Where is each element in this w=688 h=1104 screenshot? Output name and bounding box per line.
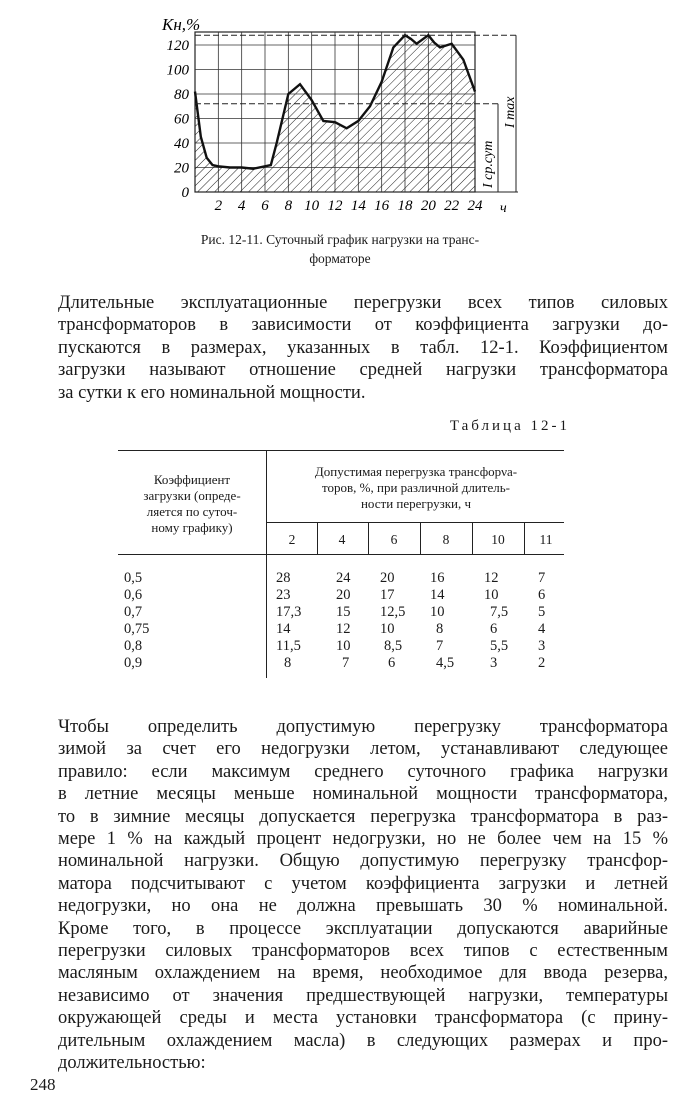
x-tick-label: 8: [284, 198, 293, 214]
col-header: 8: [442, 532, 450, 547]
cell: 10: [430, 604, 445, 620]
x-tick-label: 2: [214, 198, 223, 214]
caption-line-1: Рис. 12-11. Суточный график нагрузки на транс-: [200, 232, 480, 247]
cell: 7: [538, 570, 546, 586]
cell: 23: [276, 587, 291, 603]
x-tick-label: 22: [444, 198, 460, 214]
col-sep: [420, 522, 421, 554]
x-tick-label: 24: [467, 198, 483, 214]
col-header: 2: [288, 532, 296, 547]
cell: 28: [276, 570, 291, 586]
chart-svg: [150, 10, 530, 220]
cell-k: 0,5: [124, 570, 143, 586]
cell: 17,3: [276, 604, 302, 620]
para2-line: независимо от значения предшествующей нагрузки, температуры: [58, 985, 668, 1006]
header-left-line: Коэффициент: [153, 472, 231, 487]
cell: 10: [484, 587, 499, 603]
table-label: Таблица 12-1: [449, 418, 570, 434]
cell-k: 0,8: [124, 638, 143, 654]
cell: 12: [336, 621, 351, 637]
cell: 20: [336, 587, 351, 603]
para2-line: Чтобы определить допустимую перегрузку трансформатора: [58, 717, 668, 737]
y-axis-label: Kн,%: [162, 15, 201, 34]
cell: 7,5: [490, 604, 509, 620]
cell: 8: [284, 655, 292, 671]
cell: 14: [276, 621, 291, 637]
x-tick-label: 12: [327, 198, 343, 214]
col-sep: [472, 522, 473, 554]
x-tick-label: 18: [397, 198, 413, 214]
header-top-line: Допустимая перегрузка трансфорνа-: [314, 464, 518, 479]
table-row: [118, 655, 564, 672]
para2-line: дительным охлаждением масла) в следующих размерах и про-: [58, 1030, 668, 1051]
header-top-line: ности перегрузки, ч: [360, 496, 472, 511]
y-tick-label: 0: [181, 185, 189, 201]
para2-line: окружающей среды и места установки трансформатора (с прину-: [58, 1008, 668, 1029]
cell: 8,5: [384, 638, 403, 654]
cell: 7: [342, 655, 350, 671]
para1-line: трансформаторов в зависимости от коэффициента загрузки до-: [58, 315, 668, 336]
header-rule: [266, 522, 564, 523]
y-tick-label: 20: [174, 160, 189, 177]
cell: 6: [538, 587, 546, 603]
cell: 14: [430, 587, 445, 603]
table-row: [118, 604, 564, 621]
cell: 5,5: [490, 638, 509, 654]
cell: 5: [538, 604, 546, 620]
cell: 11,5: [276, 638, 301, 654]
table-row: [118, 621, 564, 638]
col-header: 11: [539, 532, 553, 547]
para1-line: загрузки называют отношение средней нагрузки трансформатора: [58, 360, 668, 381]
cell: 3: [538, 638, 546, 654]
para2-line: мере 1 % на каждый процент недогрузки, но не более чем на 15 %: [58, 829, 668, 850]
cell: 4: [538, 621, 546, 637]
header-top-line: торов, %, при различной длитель-: [322, 480, 510, 495]
cell: 6: [490, 621, 498, 637]
paragraph-1: [58, 292, 668, 404]
y-tick-label: 120: [166, 38, 189, 54]
header-left-line: ному графику): [151, 520, 233, 535]
cell: 6: [388, 655, 396, 671]
cell: 17: [380, 587, 395, 603]
header-overload: [268, 464, 564, 512]
col-header: 4: [338, 532, 346, 547]
paragraph-2: [58, 716, 668, 1075]
imax-label: I max: [503, 96, 518, 128]
isr-label: I ср.сут: [481, 140, 496, 188]
para2-line: зимой за счет его недогрузки летом, устанавливают следующее: [58, 739, 668, 760]
page-number: 248: [30, 1075, 56, 1094]
cell: 3: [490, 655, 498, 671]
cell: 10: [380, 621, 395, 637]
cell: 15: [336, 604, 351, 620]
cell: 8: [436, 621, 444, 637]
para2-line: Кроме того, в процессе эксплуатации допускаются аварийные: [58, 918, 668, 939]
para2-line: в летние месяцы меньше номинальной мощности трансформатора,: [58, 784, 668, 805]
header-coefficient: [118, 472, 266, 536]
cell-k: 0,7: [124, 604, 143, 620]
header-left-line: загрузки (опреде-: [143, 488, 241, 503]
cell: 12,5: [380, 604, 406, 620]
x-unit-label: ч: [500, 201, 507, 216]
cell: 2: [538, 655, 546, 671]
cell-k: 0,75: [124, 621, 150, 637]
para2-line: должительностью:: [58, 1053, 206, 1074]
table-row: [118, 587, 564, 604]
header-bottom-rule: [118, 554, 564, 555]
cell: 12: [484, 570, 499, 586]
para2-line: масляным охлаждением на время, необходимое для ввода резерва,: [58, 963, 668, 984]
col-header: 10: [491, 532, 505, 547]
cell: 24: [336, 570, 351, 586]
para2-line: матора подсчитывают с учетом коэффициента загрузки и летней: [58, 873, 668, 894]
load-chart: [150, 10, 530, 220]
y-tick-label: 80: [174, 87, 189, 103]
y-tick-label: 40: [174, 136, 189, 152]
para2-line: то в зимние месяцы допускается перегрузка трансформатора в раз-: [58, 806, 668, 827]
para1-line: Длительные эксплуатационные перегрузки всех типов силовых: [58, 293, 668, 313]
cell: 4,5: [436, 655, 455, 671]
x-tick-label: 14: [350, 198, 366, 214]
para2-line: недогрузки, но она не должна превышать 30 % номинальной.: [58, 896, 668, 917]
para2-line: номинальной нагрузки. Общую допустимую перегрузку трансфор-: [58, 851, 668, 872]
overload-table: [118, 448, 564, 678]
y-tick-label: 60: [174, 111, 189, 128]
x-tick-label: 16: [374, 198, 390, 214]
para1-line: за сутки к его номинальной мощности.: [58, 382, 366, 403]
cell-k: 0,6: [124, 587, 143, 603]
x-tick-label: 4: [237, 198, 246, 214]
cell: 16: [430, 570, 445, 586]
para2-line: перегрузки силовых трансформаторов всех типов с естественным: [58, 941, 668, 962]
figure-caption: [120, 230, 560, 268]
col-sep: [317, 522, 318, 554]
cell: 20: [380, 570, 395, 586]
col-sep: [368, 522, 369, 554]
header-left-line: ляется по суточ-: [146, 504, 238, 519]
x-tick-label: 6: [261, 198, 269, 214]
y-tick-label: 100: [166, 62, 189, 79]
cell: 10: [336, 638, 351, 654]
col-header: 6: [390, 532, 398, 547]
para1-line: пускаются в размерах, указанных в табл. 12-1. Коэффициентом: [58, 337, 668, 358]
x-tick-label: 10: [304, 198, 320, 214]
table-row: [118, 570, 564, 587]
table-top-rule: [118, 450, 564, 451]
caption-line-2: форматоре: [309, 251, 371, 266]
para2-line: правило: если максимум среднего суточного графика нагрузки: [58, 761, 668, 782]
cell: 7: [436, 638, 444, 654]
x-tick-label: 20: [420, 198, 436, 214]
table-row: [118, 638, 564, 655]
col-sep: [524, 522, 525, 554]
cell-k: 0,9: [124, 655, 143, 671]
